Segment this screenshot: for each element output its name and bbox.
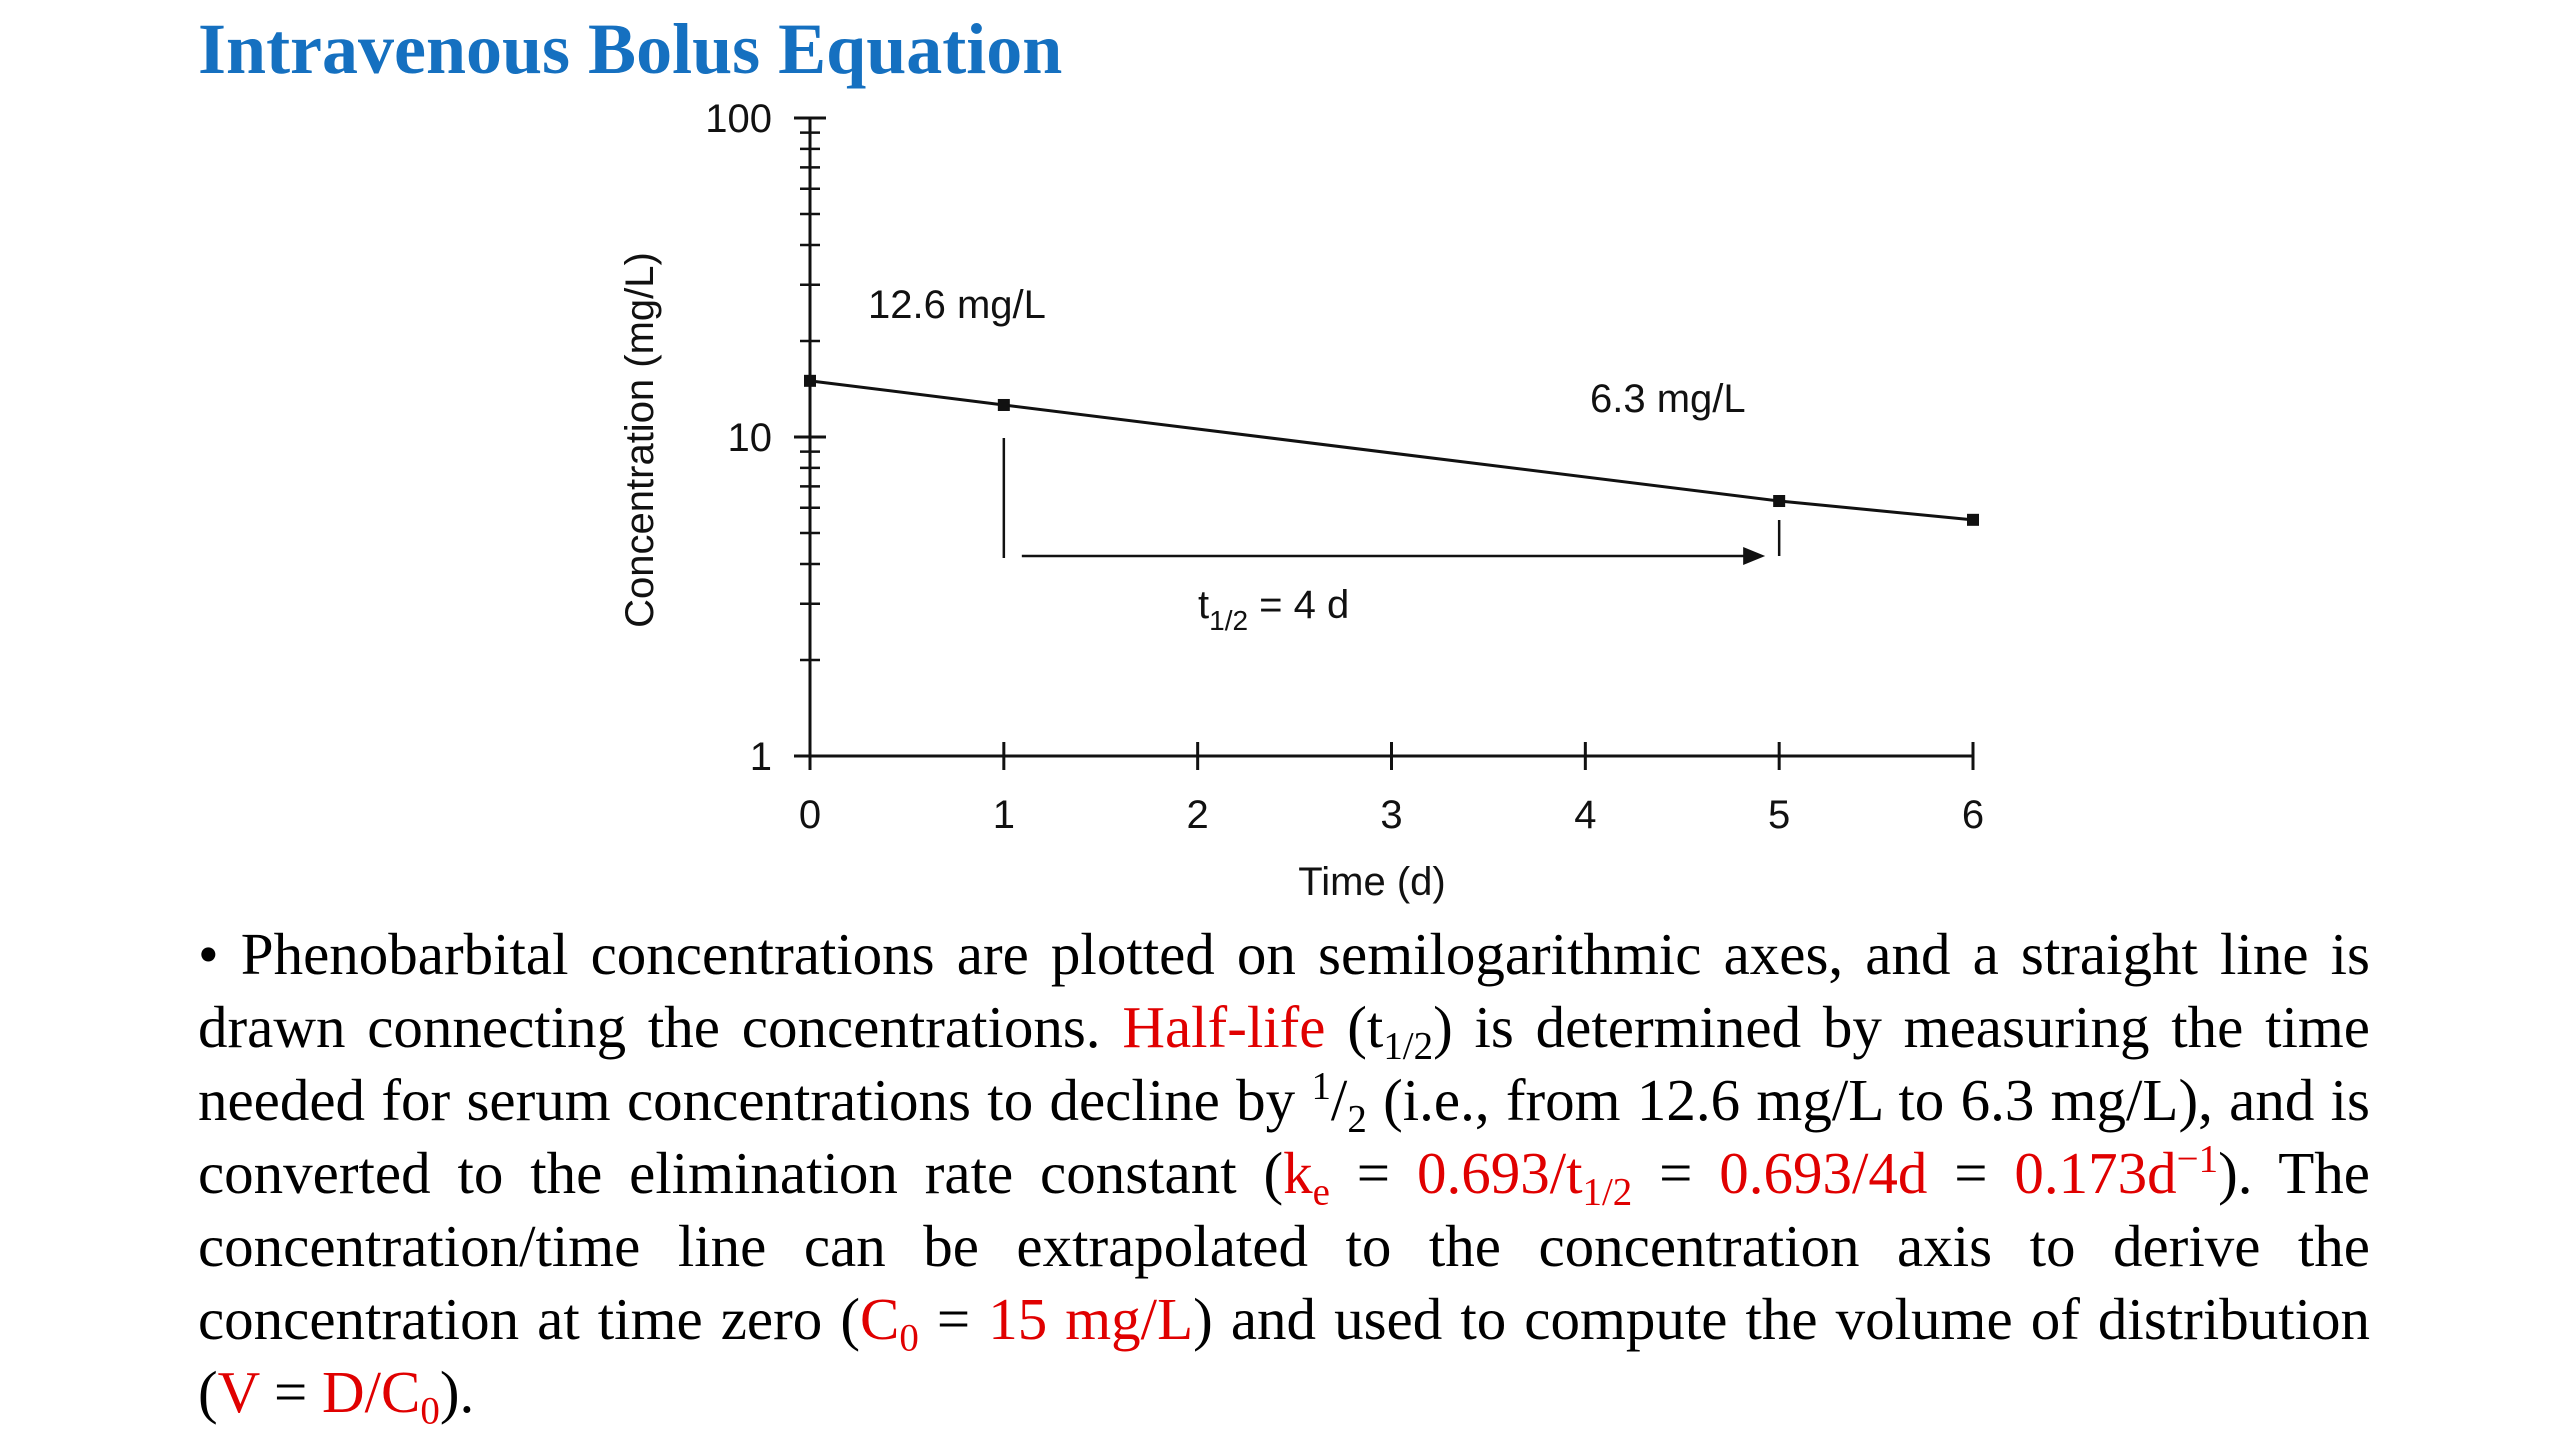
description-paragraph: [198, 918, 2370, 1433]
data-point: [804, 375, 816, 387]
y-axis-title: Concentration (mg/L): [618, 252, 662, 628]
text-segment: =: [1329, 1140, 1417, 1206]
ke-calculation: 0.693/4d: [1719, 1140, 1928, 1206]
text-segment: =: [1632, 1140, 1720, 1206]
half-life-term: Half-life: [1122, 994, 1326, 1060]
subscript: 1/2: [1582, 1170, 1633, 1214]
text-segment: =: [1927, 1140, 2015, 1206]
ke-result: 0.173d: [2014, 1140, 2177, 1206]
x-tick-label: 2: [1186, 793, 1209, 837]
y-tick-label: 100: [705, 97, 772, 141]
data-point: [998, 399, 1010, 411]
data-point: [1773, 495, 1785, 507]
concentration-line: [810, 381, 1973, 520]
text-segment: ). The concentration/time line can be extrapolated to the concentration axis to derive the concentration at time zero (: [198, 1140, 2370, 1352]
chart-axes: [810, 118, 1973, 756]
bullet: •: [198, 921, 219, 987]
subscript: 0: [899, 1316, 919, 1360]
ke-symbol: k: [1283, 1140, 1313, 1206]
c0-symbol: C: [859, 1286, 900, 1352]
slide-title: Intravenous Bolus Equation: [198, 9, 1063, 89]
chart-ticks: [705, 97, 1984, 837]
x-tick-label: 5: [1768, 793, 1791, 837]
y-tick-label: 1: [749, 735, 772, 779]
superscript: 1: [1311, 1064, 1331, 1108]
text-segment: ) and used to compute the volume of distribution (: [198, 1286, 2370, 1425]
text-segment: ).: [439, 1359, 475, 1425]
point1-label: 12.6 mg/L: [868, 283, 1046, 327]
superscript: −1: [2176, 1137, 2219, 1181]
subscript: e: [1312, 1170, 1330, 1214]
chart-annotations: [1004, 438, 1779, 565]
subscript: 0: [420, 1389, 440, 1433]
text-segment: =: [918, 1286, 989, 1352]
chart-series: [804, 375, 1979, 526]
subscript: 1/2: [1383, 1024, 1434, 1068]
subscript: 2: [1347, 1097, 1367, 1141]
text-segment: ) is determined by measuring the time needed for serum concentrations to decline by: [198, 994, 2370, 1133]
c0-value: 15 mg/L: [988, 1286, 1194, 1352]
x-tick-label: 6: [1961, 793, 1985, 837]
x-axis-title: Time (d): [1298, 860, 1446, 904]
text-segment: (t: [1325, 994, 1384, 1060]
x-tick-label: 0: [798, 793, 822, 837]
volume-formula: D/C: [321, 1359, 421, 1425]
text-segment: =: [259, 1359, 322, 1425]
x-tick-label: 3: [1380, 793, 1403, 837]
text-segment: Phenobarbital concentrations are plotted on semilogarithmic axes, and a straight line is drawn connecting the concentrations.: [198, 921, 2370, 1060]
point2-label: 6.3 mg/L: [1590, 377, 1746, 421]
ke-formula: 0.693/t: [1416, 1140, 1583, 1206]
half-life-arrow-head: [1743, 547, 1765, 565]
text-segment: (i.e., from 12.6 mg/L to 6.3 mg/L), and is converted to the elimination rate constant (: [198, 1067, 2370, 1206]
x-tick-label: 4: [1574, 793, 1597, 837]
half-life-label-t: t: [1198, 583, 1210, 627]
text-segment: /: [1330, 1067, 1348, 1133]
half-life-label-subscript: 1/2: [1209, 605, 1249, 636]
y-tick-label: 10: [727, 416, 772, 460]
half-life-label: [1198, 583, 1349, 636]
half-life-label-value: = 4 d: [1248, 583, 1350, 627]
volume-symbol: V: [217, 1359, 260, 1425]
x-tick-label: 1: [992, 793, 1015, 837]
data-point: [1967, 514, 1979, 526]
